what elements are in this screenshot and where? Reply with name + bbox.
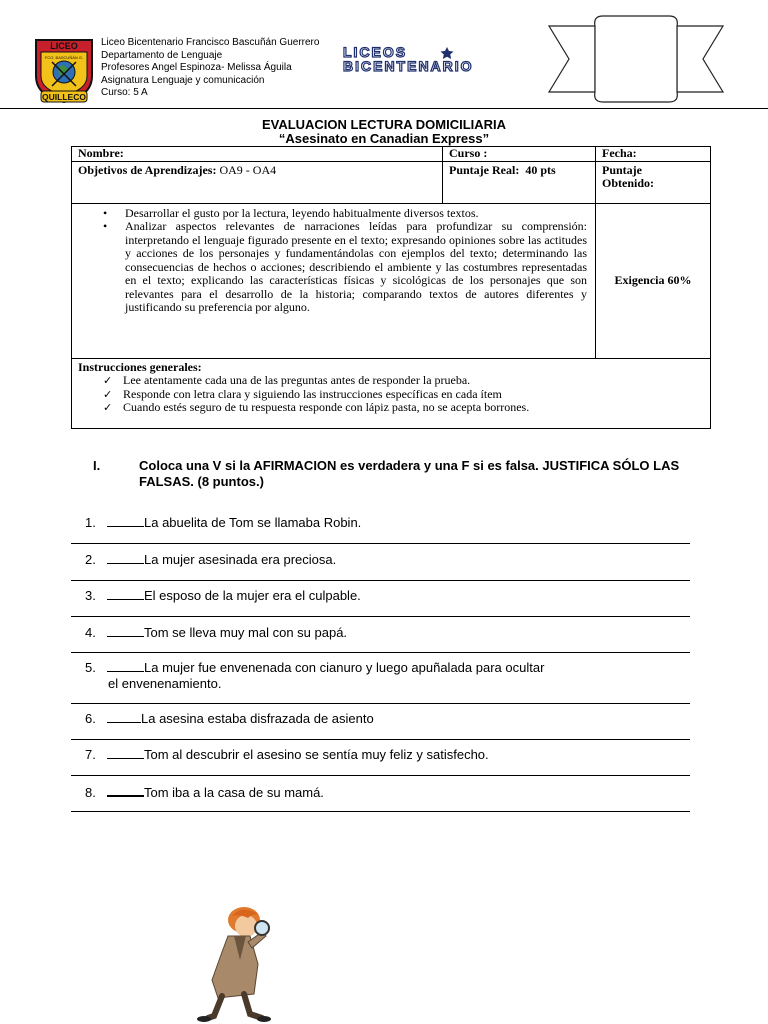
question-text-continued: el envenenamiento. [108,676,222,691]
justification-line[interactable] [71,703,690,704]
justification-line[interactable] [71,616,690,617]
question-text: Tom iba a la casa de su mamá. [144,785,324,800]
question-item [85,588,361,604]
objectives-list [80,207,587,315]
question-text: El esposo de la mujer era el culpable. [144,588,361,603]
exigencia-cell [596,203,711,358]
logo-bottom-text: QUILLECO [42,92,86,102]
question-text: Tom al descubrir el asesino se sentía muy feliz y satisfecho. [144,747,489,762]
justification-line[interactable] [71,580,690,581]
objetivos-label: Objetivos de Aprendizajes: [78,162,217,177]
header-divider [0,108,768,109]
answer-blank[interactable] [107,588,144,600]
justification-line[interactable] [71,652,690,653]
exam-title: EVALUACION LECTURA DOMICILIARIA [261,117,507,132]
justification-line[interactable] [71,775,690,776]
teachers-names: Profesores Angel Espinoza- Melissa Águila [101,62,292,73]
curso-label: Curso : [449,146,488,160]
section-number: I. [93,458,101,473]
section-instruction: Coloca una V si la AFIRMACION es verdadera y una F si es falsa. JUSTIFICA SÓLO LAS FALSAS. (8 puntos.) [139,458,680,489]
answer-blank[interactable] [107,625,144,637]
instructions-cell [72,358,711,428]
logo-arc-text: FCO. BASCUÑÁN G. [44,55,84,60]
question-number: 4. [85,625,96,640]
question-item [85,515,361,531]
puntaje-real-label: Puntaje Real: [449,162,520,177]
question-number: 3. [85,588,96,603]
question-item [85,747,489,763]
fecha-label: Fecha: [602,146,637,160]
question-number: 2. [85,552,96,567]
curso-cell[interactable] [443,147,596,162]
puntaje-real-value: 40 pts [525,162,556,177]
school-info-block [101,37,319,100]
objectives-cell [72,203,596,358]
liceos-bicentenario-brand [343,44,551,74]
question-number: 7. [85,747,96,762]
objective-item: • Analizar aspectos relevantes de narraciones leídas para profundizar su comprensión: interpretando el lenguaje figurado presente en el texto; expresando opiniones sobre las actitudes y acciones de los personajes y fundamentándolas con ejemplos del texto; determinando las consecuencias de hechos o acciones; describiendo el ambiente y las costumbres representadas en el texto; explicando las características físicas y sicológicas de los personajes que son relevantes para el desarrollo de la historia; comparando textos de autores diferentes y justificando su preferencia por alguno. [125,220,587,315]
question-number: 6. [85,711,96,726]
objetivos-value: OA9 - OA4 [219,162,277,177]
question-item [85,711,374,727]
justification-line[interactable] [71,739,690,740]
question-item [85,660,544,676]
student-info-table [71,146,711,429]
answer-blank[interactable] [107,784,144,797]
answer-blank[interactable] [107,747,144,759]
logo-top-text: LICEO [50,41,78,51]
question-number: 5. [85,660,96,675]
answer-blank[interactable] [107,515,144,527]
objective-item: • Desarrollar el gusto por la lectura, leyendo habitualmente diversos textos. [125,207,587,221]
answer-blank[interactable] [107,660,144,672]
puntaje-real-cell [443,161,596,203]
instructions-list [78,374,704,415]
answer-blank[interactable] [107,552,144,564]
exam-subtitle: “Asesinato en Canadian Express” [278,131,490,146]
question-number: 1. [85,515,96,530]
question-item [85,625,347,641]
puntaje-obtenido-label-1: Puntaje [602,162,642,177]
school-crest-logo [32,36,96,104]
course-name: Curso: 5 A [101,87,148,98]
ribbon-banner-icon [547,14,725,104]
instruction-item: ✓ Cuando estés seguro de tu respuesta responde con lápiz pasta, no se acepta borrones. [123,401,704,415]
question-number: 8. [85,785,96,800]
exigencia-label: Exigencia 60% [614,272,692,287]
answer-blank[interactable] [107,711,141,723]
objetivos-cell [72,161,443,203]
question-text: Tom se lleva muy mal con su papá. [144,625,348,640]
school-name: Liceo Bicentenario Francisco Bascuñán Guerrero [101,37,320,48]
instruction-item: ✓ Lee atentamente cada una de las preguntas antes de responder la prueba. [123,374,704,388]
puntaje-obtenido-label-2: Obtenido: [602,176,655,190]
fecha-cell[interactable] [596,147,711,162]
question-text: La abuelita de Tom se llamaba Robin. [144,515,362,530]
instructions-label: Instrucciones generales: [78,359,202,374]
question-text: La mujer asesinada era preciosa. [144,552,337,567]
question-item [85,552,336,568]
question-text: La mujer fue envenenada con cianuro y luego apuñalada para ocultar [144,660,545,675]
brand-line-2: BICENTENARIO [343,58,474,74]
justification-line[interactable] [71,543,690,544]
nombre-label: Nombre: [78,146,124,160]
question-item [85,784,324,801]
nombre-cell[interactable] [72,147,443,162]
detective-illustration [178,902,274,1024]
brand-line-1: LICEOS [343,44,408,60]
justification-line[interactable] [71,811,690,812]
department-name: Departamento de Lenguaje [101,49,223,61]
question-text: La asesina estaba disfrazada de asiento [141,711,374,726]
instruction-item: ✓ Responde con letra clara y siguiendo las instrucciones específicas en cada ítem [123,388,704,402]
subject-name: Asignatura Lenguaje y comunicación [101,74,265,86]
puntaje-obtenido-cell[interactable] [596,161,711,203]
